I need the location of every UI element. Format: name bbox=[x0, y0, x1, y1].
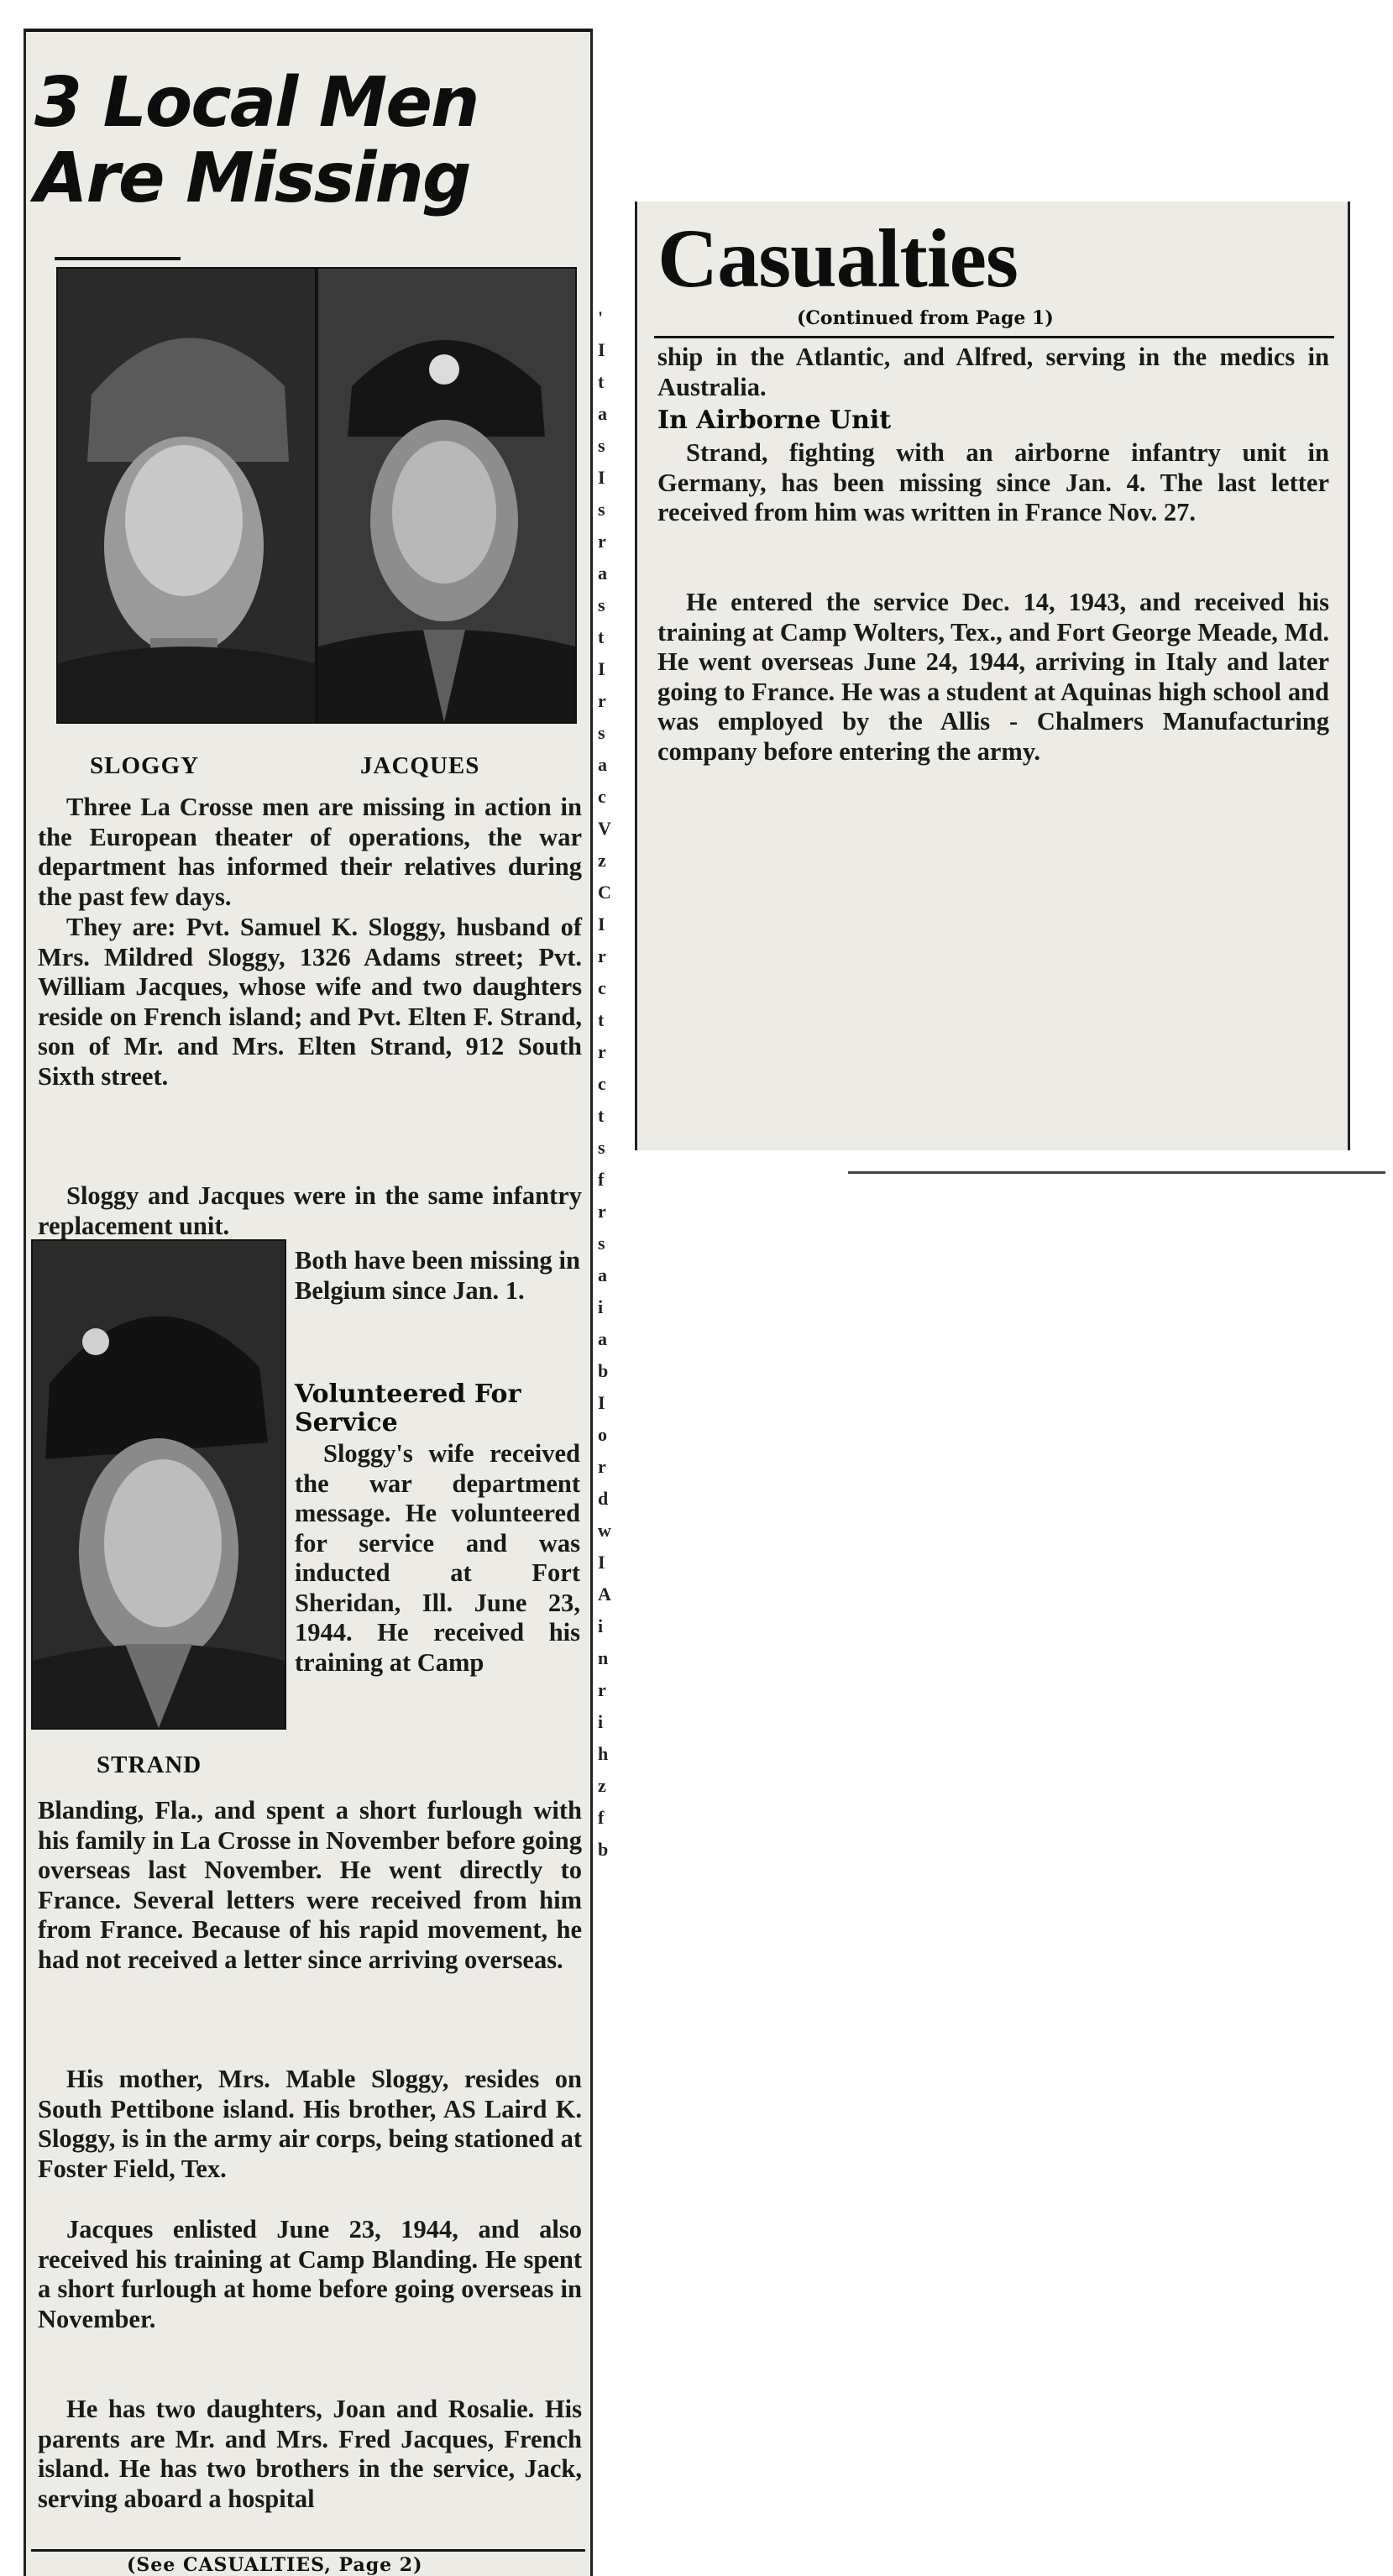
head-rule bbox=[654, 336, 1334, 338]
paragraph-2: They are: Pvt. Samuel K. Sloggy, husband of Mrs. Mildred Sloggy, 1326 Adams street; Pvt. William Jacques, whose wife and two daughters reside on French island; and Pvt. Elten F. Strand, son of Mr. and Mrs. Elten Strand, 912 South Sixth street. bbox=[38, 913, 582, 1091]
jacques-photo bbox=[317, 267, 577, 724]
caption-jacques: JACQUES bbox=[360, 752, 480, 779]
top-rule bbox=[26, 29, 590, 32]
headline-line-1: 3 Local Men bbox=[34, 63, 479, 143]
continued-line: (Continued from Page 1) bbox=[797, 307, 1054, 329]
paragraph-5: His mother, Mrs. Mable Sloggy, resides on South Pettibone island. His brother, AS Laird K. Sloggy, is in the army air corps, being stationed at Foster Field, Tex. bbox=[38, 2065, 582, 2183]
right-article-clipping bbox=[635, 202, 1350, 1150]
headline-underline bbox=[55, 257, 181, 260]
paragraph-3: Sloggy and Jacques were in the same infantry replacement unit. bbox=[38, 1181, 582, 1240]
subhead-airborne: In Airborne Unit bbox=[657, 406, 892, 435]
casualties-paragraph-3: He entered the service Dec. 14, 1943, and received his training at Camp Wolters, Tex., and Fort George Meade, Md. He went overseas June 24, 1944, arriving in Italy and later going to France. He was a student at Aquinas high school and was employed by the Allis - Chalmers Manufacturing company before entering the army. bbox=[657, 588, 1329, 766]
caption-sloggy: SLOGGY bbox=[90, 752, 200, 779]
casualties-headline: Casualties bbox=[657, 212, 1018, 305]
paragraph-7: He has two daughters, Joan and Rosalie. His parents are Mr. and Mrs. Fred Jacques, French island. He has two brothers in the service, Jack, serving aboard a hospital bbox=[38, 2395, 582, 2513]
sloggy-photo bbox=[56, 267, 317, 724]
jump-rule bbox=[31, 2549, 585, 2552]
paragraph-4-wide: Blanding, Fla., and spent a short furlough with his family in La Crosse in November before going overseas last November. He went directly to France. Several letters were received from him from France. Because of his rapid movement, he had not received a letter since arriving overseas. bbox=[38, 1796, 582, 1974]
jump-line: (See CASUALTIES, Page 2) bbox=[127, 2554, 423, 2576]
strand-photo bbox=[31, 1239, 286, 1730]
paragraph-6: Jacques enlisted June 23, 1944, and also received his training at Camp Blanding. He spent a short furlough at home before going overseas in November. bbox=[38, 2215, 582, 2333]
paragraph-3-continued: Both have been missing in Belgium since Jan. 1. bbox=[295, 1246, 580, 1305]
subhead-volunteered: Volunteered For Service bbox=[295, 1380, 521, 1437]
paragraph-1: Three La Crosse men are missing in action in the European theater of operations, the war department has informed their relatives during the past few days. bbox=[38, 793, 582, 911]
adjacent-column-fragment: ' I t a s I s r a s t I r s a c V z C I r c t r c t s f r s a i a b I o r d w I A i n r i h z f b bbox=[598, 307, 611, 1860]
caption-strand: STRAND bbox=[97, 1751, 202, 1778]
casualties-paragraph-1: ship in the Atlantic, and Alfred, serving in the medics in Australia. bbox=[657, 343, 1329, 401]
casualties-paragraph-2: Strand, fighting with an airborne infantry unit in Germany, has been missing since Jan. 4. The last letter received from him was written in France Nov. 27. bbox=[657, 438, 1329, 526]
page-bottom-rule bbox=[848, 1171, 1385, 1174]
left-article-clipping bbox=[24, 29, 593, 2576]
headline-line-2: Are Missing bbox=[34, 139, 470, 218]
paragraph-4-narrow: Sloggy's wife received the war department message. He volunteered for service and was inducted at Fort Sheridan, Ill. June 23, 1944. He received his training at Camp bbox=[295, 1439, 580, 1677]
